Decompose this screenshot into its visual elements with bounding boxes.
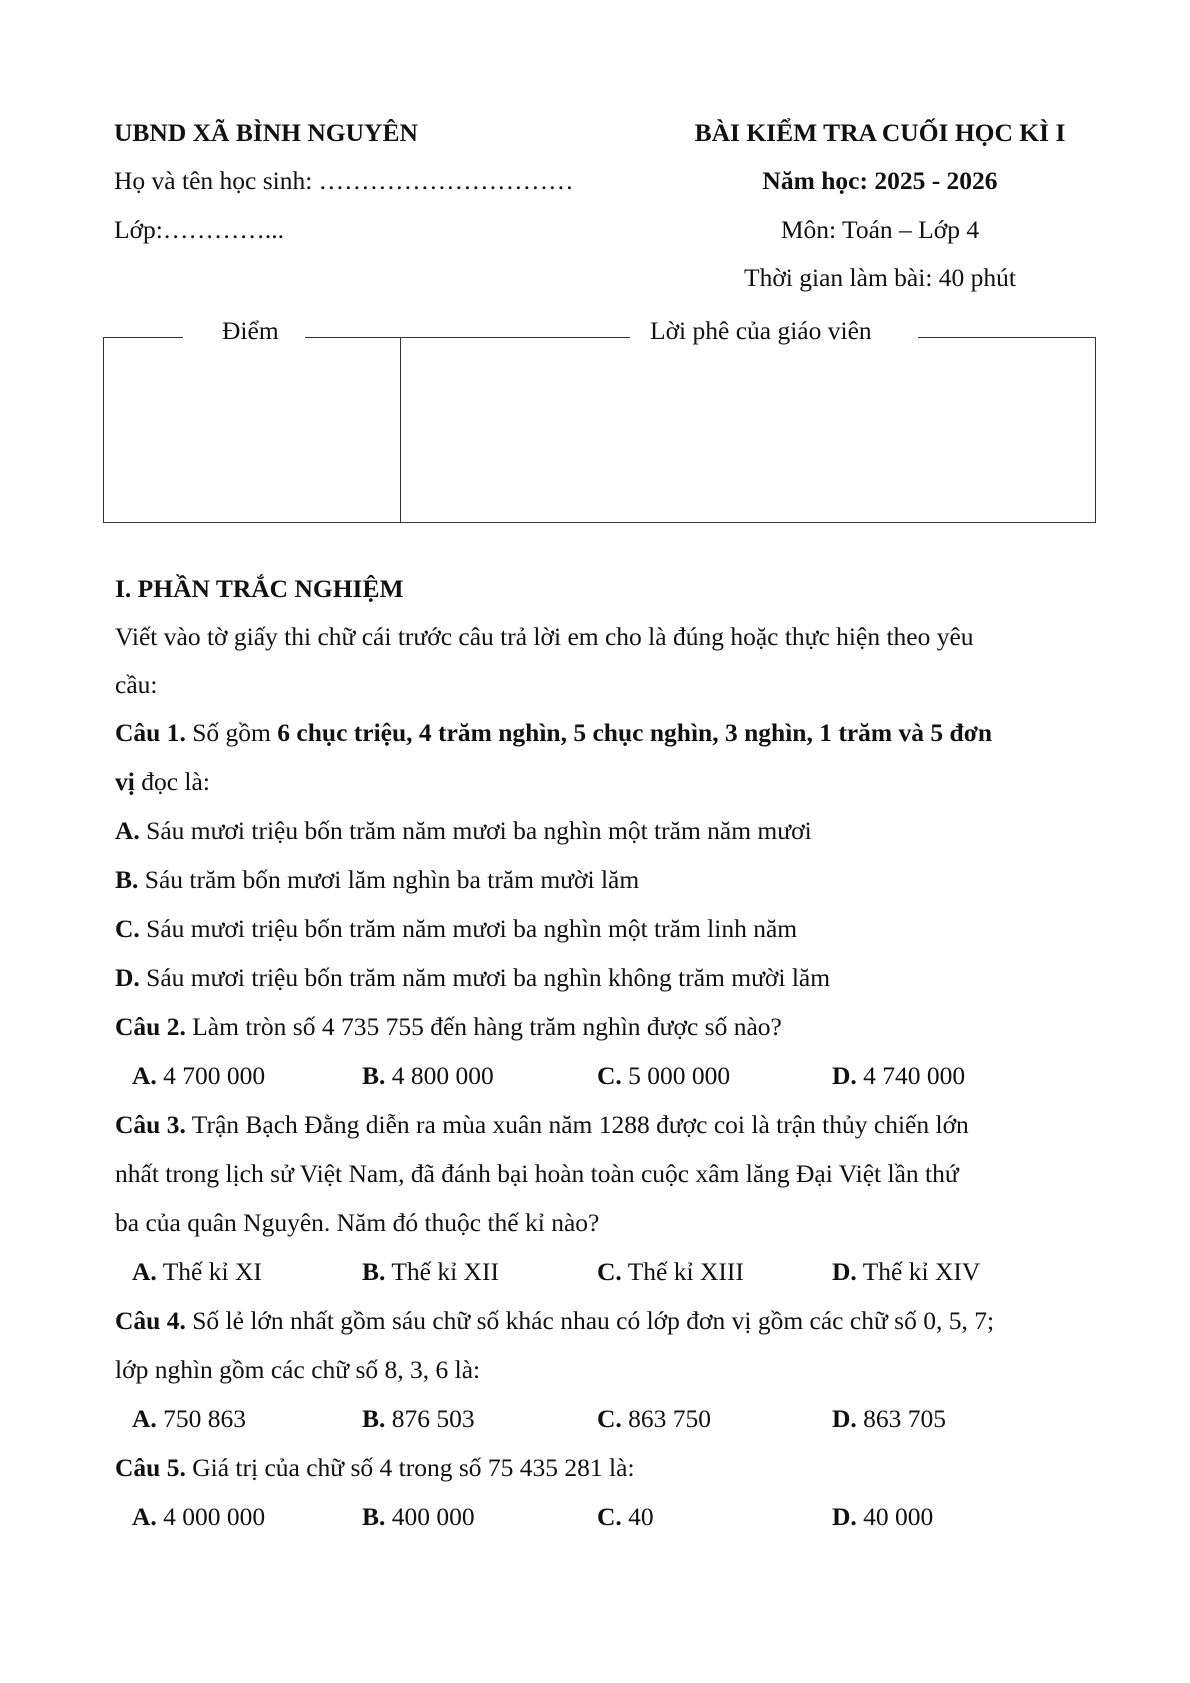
section-title: I. PHẦN TRẮC NGHIỆM	[115, 574, 404, 603]
question-4-line-1	[115, 1306, 994, 1336]
option-text: 40	[628, 1502, 654, 1531]
question-2-option-d	[832, 1061, 965, 1091]
question-4-label: Câu 4.	[115, 1306, 186, 1335]
school-name: UBND XÃ BÌNH NGUYÊN	[114, 118, 418, 147]
option-letter: C.	[597, 1502, 622, 1531]
question-2-option-a	[132, 1061, 265, 1091]
option-text: Thế kỉ XIII	[627, 1257, 744, 1286]
question-4-option-a	[132, 1404, 246, 1434]
exam-title: BÀI KIỂM TRA CUỐI HỌC KÌ I	[694, 118, 1066, 147]
option-letter: A.	[132, 1502, 157, 1531]
question-3-option-c	[597, 1257, 744, 1287]
option-letter: D.	[832, 1502, 857, 1531]
question-4-option-d	[832, 1404, 946, 1434]
question-3-option-a	[132, 1257, 262, 1287]
score-box-bottom-line	[103, 522, 1096, 523]
subject: Môn: Toán – Lớp 4	[780, 215, 980, 244]
score-box-divider	[400, 337, 401, 523]
option-letter: C.	[597, 1257, 622, 1286]
option-text: Thế kỉ XIV	[862, 1257, 981, 1286]
option-text: 40 000	[863, 1502, 934, 1531]
option-text: 876 503	[391, 1404, 475, 1433]
option-text: 863 750	[628, 1404, 712, 1433]
instruction-line-2: cầu:	[115, 670, 158, 699]
question-5-label: Câu 5.	[115, 1453, 186, 1482]
question-1-text-start: Số gồm	[192, 718, 271, 747]
question-5	[115, 1453, 635, 1483]
question-3-label: Câu 3.	[115, 1110, 186, 1139]
option-letter: D.	[832, 1404, 857, 1433]
question-1-option-a	[115, 816, 812, 846]
instruction-line-1: Viết vào tờ giấy thi chữ cái trước câu trả lời em cho là đúng hoặc thực hiện theo yêu	[115, 622, 974, 651]
option-text: 5 000 000	[628, 1061, 731, 1090]
score-box-right-line	[1095, 337, 1096, 523]
question-2-label: Câu 2.	[115, 1012, 186, 1041]
option-text: Sáu trăm bốn mươi lăm nghìn ba trăm mười lăm	[144, 865, 640, 894]
question-1-option-d	[115, 963, 830, 993]
question-1-text-end: đọc là:	[141, 767, 210, 796]
option-text: 863 705	[863, 1404, 947, 1433]
school-year: Năm học: 2025 - 2026	[762, 166, 998, 195]
option-letter: B.	[115, 865, 139, 894]
option-text: Sáu mươi triệu bốn trăm năm mươi ba nghìn không trăm mười lăm	[146, 963, 831, 992]
option-letter: A.	[115, 816, 140, 845]
option-letter: A.	[132, 1404, 157, 1433]
score-box-top-mid-line	[305, 337, 630, 338]
question-3-line-3: ba của quân Nguyên. Năm đó thuộc thế kỉ nào?	[115, 1208, 600, 1237]
option-letter: D.	[832, 1061, 857, 1090]
question-3-line-2: nhất trong lịch sử Việt Nam, đã đánh bại hoàn toàn cuộc xâm lăng Đại Việt lần thứ	[115, 1159, 959, 1188]
question-2-option-b	[362, 1061, 494, 1091]
score-box-top-left-line	[103, 337, 183, 338]
option-letter: B.	[362, 1257, 386, 1286]
option-letter: C.	[115, 914, 140, 943]
question-3-option-b	[362, 1257, 499, 1287]
option-letter: D.	[115, 963, 140, 992]
question-1-bold-text: 6 chục triệu, 4 trăm nghìn, 5 chục nghìn, 3 nghìn, 1 trăm và 5 đơn	[277, 718, 993, 747]
question-5-text: Giá trị của chữ số 4 trong số 75 435 281 là:	[192, 1453, 635, 1482]
option-text: Sáu mươi triệu bốn trăm năm mươi ba nghìn một trăm linh năm	[146, 914, 798, 943]
option-text: Sáu mươi triệu bốn trăm năm mươi ba nghìn một trăm năm mươi	[146, 816, 812, 845]
question-1-option-b	[115, 865, 639, 895]
option-text: 750 863	[163, 1404, 247, 1433]
score-box-left-line	[103, 337, 104, 523]
question-4-line-2: lớp nghìn gồm các chữ số 8, 3, 6 là:	[115, 1355, 481, 1384]
student-name-field: Họ và tên học sinh: …………………………	[114, 166, 574, 195]
question-4-option-b	[362, 1404, 475, 1434]
score-box-top-right-line	[918, 337, 1096, 338]
question-3-text: Trận Bạch Đằng diễn ra mùa xuân năm 1288 được coi là trận thủy chiến lớn	[191, 1110, 969, 1139]
question-4-text: Số lẻ lớn nhất gồm sáu chữ số khác nhau có lớp đơn vị gồm các chữ số 0, 5, 7;	[192, 1306, 995, 1335]
question-2-text: Làm tròn số 4 735 755 đến hàng trăm nghìn được số nào?	[192, 1012, 782, 1041]
option-letter: C.	[597, 1061, 622, 1090]
option-letter: C.	[597, 1404, 622, 1433]
class-field: Lớp:…………...	[114, 215, 285, 244]
option-text: 4 740 000	[863, 1061, 966, 1090]
option-letter: B.	[362, 1061, 386, 1090]
question-5-option-c	[597, 1502, 654, 1532]
question-1-bold-text-2: vị	[115, 767, 135, 796]
score-label: Điểm	[222, 316, 279, 345]
question-1-label: Câu 1.	[115, 718, 186, 747]
option-text: 400 000	[391, 1502, 475, 1531]
question-2-option-c	[597, 1061, 730, 1091]
question-1-option-c	[115, 914, 797, 944]
option-letter: A.	[132, 1257, 157, 1286]
question-1-line-1	[115, 718, 992, 748]
option-text: 4 800 000	[391, 1061, 494, 1090]
teacher-comment-label: Lời phê của giáo viên	[650, 316, 872, 345]
question-3-line-1	[115, 1110, 969, 1140]
option-text: Thế kỉ XI	[162, 1257, 262, 1286]
question-3-option-d	[832, 1257, 980, 1287]
option-text: 4 700 000	[163, 1061, 266, 1090]
question-5-option-a	[132, 1502, 265, 1532]
question-4-option-c	[597, 1404, 711, 1434]
question-2	[115, 1012, 782, 1042]
option-letter: A.	[132, 1061, 157, 1090]
question-1-line-2	[115, 767, 210, 797]
question-5-option-b	[362, 1502, 475, 1532]
option-text: 4 000 000	[163, 1502, 266, 1531]
option-text: Thế kỉ XII	[391, 1257, 499, 1286]
option-letter: B.	[362, 1404, 386, 1433]
duration: Thời gian làm bài: 40 phút	[744, 263, 1016, 292]
option-letter: D.	[832, 1257, 857, 1286]
question-5-option-d	[832, 1502, 933, 1532]
option-letter: B.	[362, 1502, 386, 1531]
